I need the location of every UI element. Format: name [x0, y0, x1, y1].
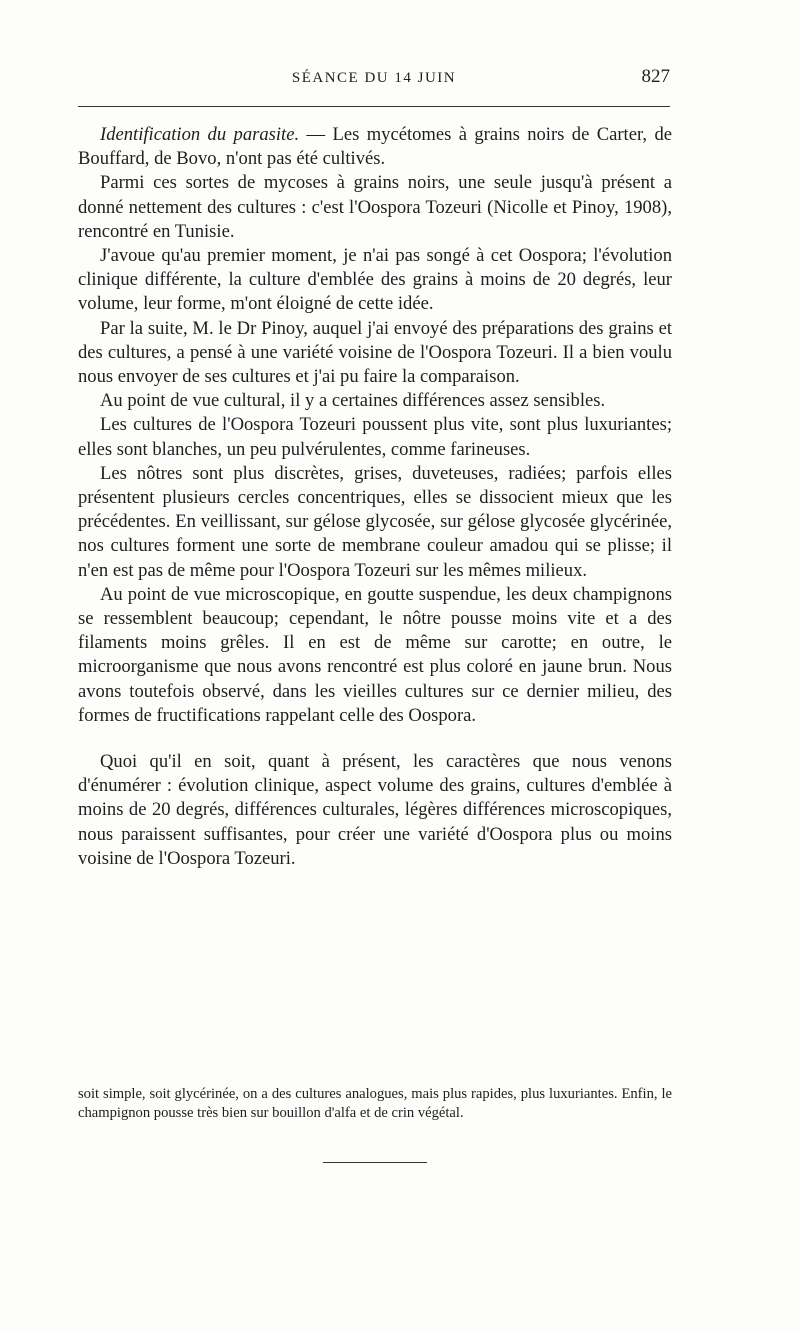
footnote-text: soit simple, soit glycérinée, on a des cultures analogues, mais plus rapides, plus luxuriantes. Enfin, le champignon pousse très bien sur bouillon d'alfa et de crin végétal. [78, 1086, 672, 1121]
section-lead: Identification du parasite. [100, 124, 300, 145]
end-rule [323, 1162, 427, 1163]
paragraph-conclusion: Quoi qu'il en soit, quant à présent, les caractères que nous venons d'énumérer : évolution clinique, aspect volume des grains, cultures d'emblée à moins de 20 degrés, différences culturales, légères différences microscopiques, nous paraissent suffisantes, pour créer une variété d'Oospora plus ou moins voisine de l'Oospora Tozeuri. [78, 751, 672, 869]
running-title: SÉANCE DU 14 JUIN [291, 70, 457, 86]
header-rule [78, 106, 670, 107]
body-text [78, 123, 672, 871]
paragraph: Au point de vue microscopique, en goutte suspendue, les deux champignons se ressemblent beaucoup; cependant, le nôtre pousse moins vite et a des filaments moins grêles. Il en est de même sur carotte; en outre, le microorganisme que nous avons rencontré est plus coloré en jaune brun. Nous avons toutefois observé, dans les vieilles cultures sur ce dernier milieu, des formes de fructifications rappelant celle des Oospora. [78, 583, 672, 726]
page-header [78, 64, 670, 94]
paragraph-text: — Les mycétomes à grains noirs de Carter, de Bouffard, de Bovo, n'ont pas été cultivés. [78, 124, 672, 170]
paragraph: Au point de vue cultural, il y a certaines différences assez sensibles. [100, 390, 606, 412]
footnote [78, 1085, 672, 1122]
paragraph-identification [78, 123, 672, 171]
page-number: 827 [641, 66, 670, 87]
paragraph: Les nôtres sont plus discrètes, grises, duveteuses, radiées; parfois elles présentent plusieurs cercles concentriques, elles se dissocient mieux que les précédentes. En veillissant, sur gélose glycosée, sur gélose glycosée glycérinée, nos cultures forment une sorte de membrane couleur amadou qui se plisse; il n'en est pas de même pour l'Oospora Tozeuri sur les mêmes milieux. [78, 462, 672, 581]
paragraph: Les cultures de l'Oospora Tozeuri poussent plus vite, sont plus luxuriantes; elles sont blanches, un peu pulvérulentes, comme farineuses. [78, 414, 672, 460]
paragraph: J'avoue qu'au premier moment, je n'ai pas songé à cet Oospora; l'évolution clinique différente, la culture d'emblée des grains à moins de 20 degrés, leur volume, leur forme, m'ont éloigné de cette idée. [78, 245, 672, 315]
paragraph: Par la suite, M. le Dr Pinoy, auquel j'ai envoyé des préparations des grains et des cultures, a pensé à une variété voisine de l'Oospora Tozeuri. Il a bien voulu nous envoyer de ses cultures et j'ai pu faire la comparaison. [78, 317, 672, 388]
paragraph: Parmi ces sortes de mycoses à grains noirs, une seule jusqu'à présent a donné nettement des cultures : c'est l'Oospora Tozeuri (Nicolle et Pinoy, 1908), rencontré en Tunisie. [78, 172, 672, 242]
